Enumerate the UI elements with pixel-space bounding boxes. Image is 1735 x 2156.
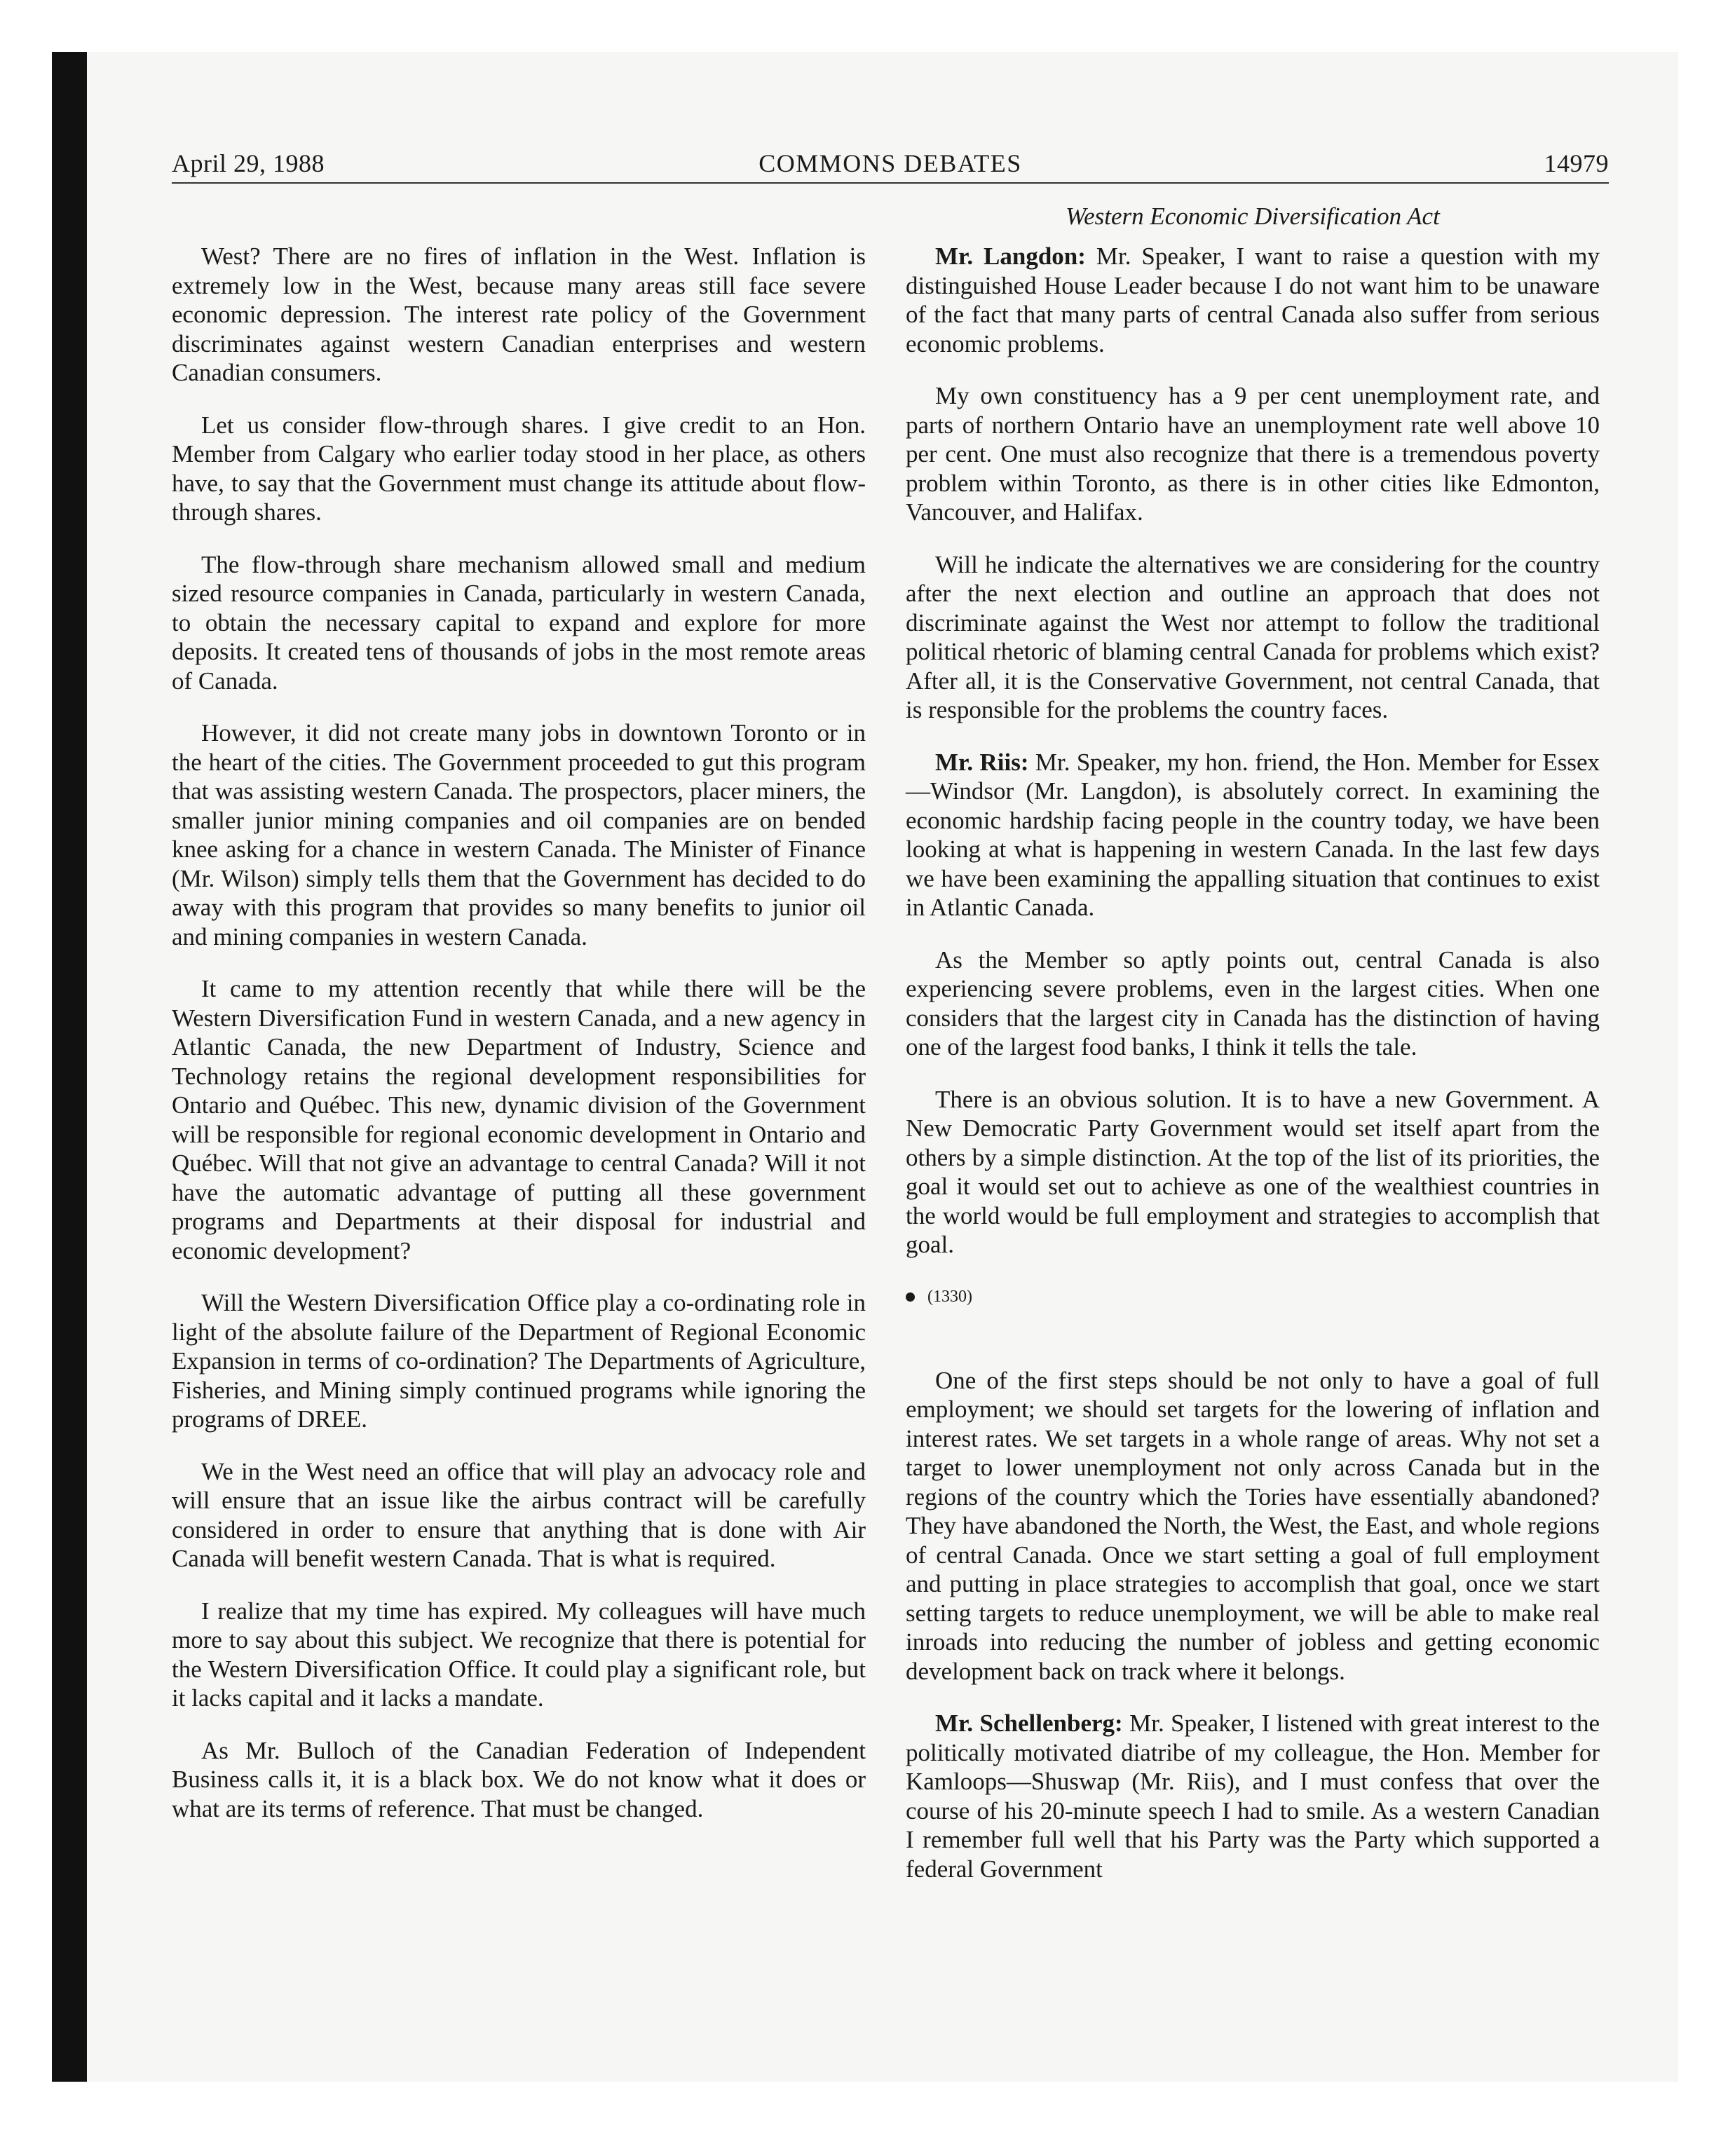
page-header [172, 146, 1609, 181]
paragraph [906, 748, 1600, 922]
paragraph: Let us consider flow-through shares. I give credit to an Hon. Member from Calgary who earlier today stood in her place, as others have, to say that the Government must change its attitude about flow-through shares. [172, 411, 866, 526]
paragraph: As Mr. Bulloch of the Canadian Federation of Independent Business calls it, it is a black box. We do not know what it does or what are its terms of reference. That must be changed. [172, 1736, 866, 1822]
time-marker-text: (1330) [927, 1287, 972, 1306]
speaker-name: Mr. Riis: [935, 748, 1029, 776]
left-column [172, 242, 866, 1846]
scan-edge [52, 52, 87, 2082]
paragraph: There is an obvious solution. It is to have a new Government. A New Democratic Party Government would set itself apart from the others by a simple distinction. At the top of the list of its priorities, the goal it would set out to achieve as one of the wealthiest countries in the world would be full employment and strategies to accomplish that goal. [906, 1085, 1600, 1258]
paragraph: My own constituency has a 9 per cent unemployment rate, and parts of northern Ontario have an unemployment rate well above 10 per cent. One must also recognize that there is a tremendous poverty problem within Toronto, as there is in other cities like Edmonton, Vancouver, and Halifax. [906, 382, 1600, 526]
page-number: 14979 [1544, 149, 1609, 177]
paragraph: However, it did not create many jobs in downtown Toronto or in the heart of the cities. The Government proceeded to gut this program that was assisting western Canada. The prospectors, placer miners, the smaller junior mining companies and oil companies are on bended knee asking for a chance in western Canada. The Minister of Finance (Mr. Wilson) simply tells them that the Government has decided to do away with this program that provides so many benefits to junior oil and mining companies in western Canada. [172, 719, 866, 950]
header-title: COMMONS DEBATES [758, 149, 1022, 177]
header-rule [172, 182, 1609, 184]
paragraph: Will the Western Diversification Office play a co-ordinating role in light of the absolute failure of the Department of Regional Economic Expansion in terms of co-ordination? The Departments of Agriculture, Fisheries, and Mining simply continued programs while ignoring the programs of DREE. [172, 1289, 866, 1433]
paragraph: As the Member so aptly points out, central Canada is also experiencing severe problems, even in the largest cities. When one considers that the largest city in Canada has the distinction of having one of the largest food banks, I think it tells the tale. [906, 946, 1600, 1060]
section-heading: Western Economic Diversification Act [1066, 203, 1440, 230]
paragraph: The flow-through share mechanism allowed small and medium sized resource companies in Canada, particularly in western Canada, to obtain the necessary capital to expand and explore for more deposits. It created tens of thousands of jobs in the most remote areas of Canada. [172, 550, 866, 695]
paragraph [906, 1709, 1600, 1883]
bullet-icon [906, 1292, 915, 1302]
speech-text: Mr. Speaker, I listened with great interest to the politically motivated diatribe of my colleague, the Hon. Member for Kamloops—Shuswap (Mr. Riis), and I must confess that over the course of his 20-minute speech I had to smile. As a western Canadian I remember full well that his Party was the Party which supported a federal Government [906, 1710, 1600, 1883]
paragraph: West? There are no fires of inflation in the West. Inflation is extremely low in the West, because many areas still face severe economic depression. The interest rate policy of the Government discriminates against western Canadian enterprises and western Canadian consumers. [172, 243, 866, 386]
paragraph: One of the first steps should be not only to have a goal of full employment; we should set targets for the lowering of inflation and interest rates. We set targets in a whole range of areas. Why not set a target to lower unemployment not only across Canada but in the regions of the country which the Tories have essentially abandoned? They have abandoned the North, the West, the East, and whole regions of central Canada. Once we start setting a goal of full employment and putting in place strategies to accomplish that goal, once we start setting targets to reduce unemployment, we will be able to make real inroads into reducing the number of jobless and getting economic development back on track where it belongs. [906, 1366, 1600, 1685]
paragraph: It came to my attention recently that while there will be the Western Diversification Fund in western Canada, and a new agency in Atlantic Canada, the new Department of Industry, Science and Technology retains the regional development responsibilities for Ontario and Québec. This new, dynamic division of the Government will be responsible for regional economic development in Ontario and Québec. Will that not give an advantage to central Canada? Will it not have the automatic advantage of putting all these government programs and Departments at their disposal for industrial and economic development? [172, 975, 866, 1264]
right-column [906, 202, 1600, 1906]
paragraph: Will he indicate the alternatives we are considering for the country after the next election and outline an approach that does not discriminate against the West nor attempt to follow the traditional political rhetoric of blaming central Canada for problems which exist? After all, it is the Conservative Government, not central Canada, that is responsible for the problems the country faces. [906, 550, 1600, 723]
header-date: April 29, 1988 [172, 149, 325, 177]
speech-text: Mr. Speaker, my hon. friend, the Hon. Member for Essex—Windsor (Mr. Langdon), is absolutely correct. In examining the economic hardship facing people in the country today, we have been looking at what is happening in western Canada. In the last few days we have been examining the appalling situation that continues to exist in Atlantic Canada. [906, 748, 1600, 921]
time-marker [906, 1283, 1600, 1311]
paragraph [906, 242, 1600, 358]
paragraph: I realize that my time has expired. My colleagues will have much more to say about this subject. We recognize that there is potential for the Western Diversification Office. It could play a significant role, but it lacks capital and it lacks a mandate. [172, 1597, 866, 1712]
speaker-name: Mr. Schellenberg: [935, 1710, 1123, 1737]
speech-text: Mr. Speaker, I want to raise a question with my distinguished House Leader because I do not want him to be unaware of the fact that many parts of central Canada also suffer from serious economic problems. [906, 243, 1600, 357]
speaker-name: Mr. Langdon: [935, 243, 1086, 270]
paragraph: We in the West need an office that will play an advocacy role and will ensure that an issue like the airbus contract will be carefully considered in order to ensure that anything that is done with Air Canada will benefit western Canada. That is what is required. [172, 1457, 866, 1572]
